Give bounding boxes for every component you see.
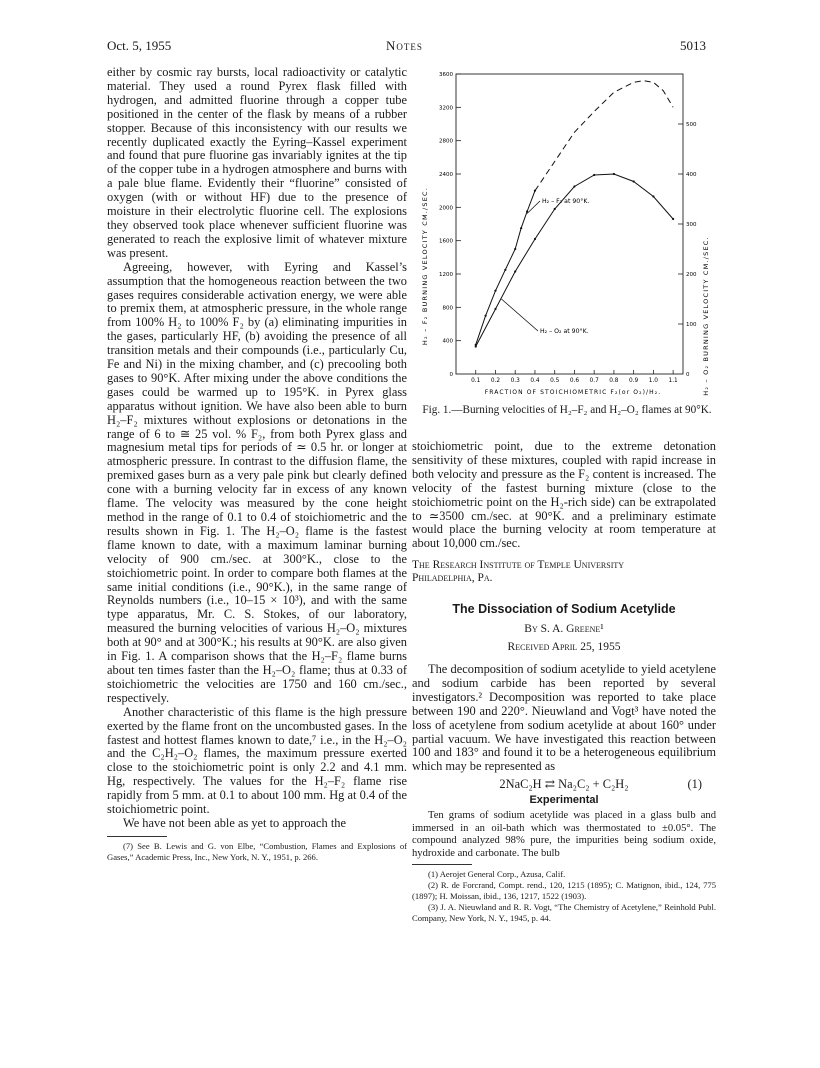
x-tick-label: 0.8	[609, 378, 619, 384]
paragraph: either by cosmic ray bursts, local radioactivity or catalytic material. They used a round Pyrex flask filled with hydrogen, and admitted fluorine through a copper tube positioned in the center of the flask by means of a rubber stopper. Because of this inconsistency with our results we recently duplicated exactly the Eyring–Kassel experiment and found that pure fluorine gas invariably ignites at the tip of the copper tube in a hydrogen atmosphere and burns with a pale blue flame. Evidently their “fluorine” consisted of oxygen (with or without HF) due to the presence of moisture in their electrolytic fluorine cell. The explosions they observed took place whenever sufficient fluorine was generated to reach the explosive limit of whatever mixture was present.	[107, 65, 407, 260]
x-tick-label: 0.9	[629, 378, 639, 384]
paragraph: We have not been able as yet to approach the	[123, 815, 346, 830]
figure-caption: Fig. 1.—Burning velocities of H₂–F₂ and H₂–O₂ flames at 90°K.	[422, 404, 712, 416]
y-tick-label: 2400	[439, 172, 453, 178]
series-line-0	[476, 191, 535, 345]
y2-tick-label: 100	[686, 322, 697, 328]
y-tick-label: 1200	[439, 272, 453, 278]
y2-tick-label: 0	[686, 372, 690, 378]
paragraph: Another characteristic of this flame is the high pressure exerted by the flame front on the uncombusted gases. In the fastest and hottest flames known to date,⁷ i.e., in the H₂–O₂ and the C₂H₂–O₂ flames, the maximum pressure exerted close to the stoichiometric point is only 2.2 and 4.1 mm. Hg, respectively. The values for the H₂–F₂ flame rise rapidly from 5 mm. at 0.1 to about 100 mm. Hg at 0.4 of the stoichiometric point.	[107, 704, 407, 817]
data-point	[554, 208, 556, 210]
data-point	[475, 345, 477, 347]
footnote-3: (3) J. A. Nieuwland and R. R. Vogt, “The Chemistry of Acetylene,” Reinhold Publ. Company, New York, N. Y., 1945, p. 44.	[412, 902, 716, 924]
x-tick-label: 0.2	[490, 378, 501, 384]
x-tick-label: 0.1	[471, 378, 481, 384]
data-point	[613, 173, 615, 175]
footnote: (7) See B. Lewis and G. von Elbe, “Combustion, Flames and Explosions of Gases,” Academic Press, Inc., New York, N. Y., 1951, p. 266.	[107, 840, 407, 862]
data-point	[633, 180, 635, 182]
annotation-h2-f2: H₂ – F₂ at 90°K.	[542, 198, 590, 205]
y-tick-label: 800	[442, 305, 453, 312]
footnote-rule	[412, 864, 472, 865]
y2-tick-label: 400	[686, 172, 697, 178]
annotation-arrow-o2	[501, 299, 538, 331]
received-date: Received April 25, 1955	[507, 641, 621, 654]
y-tick-label: 400	[442, 338, 453, 345]
article-title: The Dissociation of Sodium Acetylide	[452, 602, 676, 617]
data-point	[534, 238, 536, 240]
y2-tick-label: 300	[686, 222, 697, 228]
data-point	[573, 185, 575, 187]
data-point	[593, 174, 595, 176]
y-tick-label: 0	[449, 372, 453, 378]
left-axis-label: H₂ – F₂ BURNING VELOCITY CM./SEC.	[421, 186, 429, 346]
data-point	[504, 269, 506, 271]
footnote-rule	[107, 836, 167, 837]
paragraph: The decomposition of sodium acetylide to yield acetylene and sodium carbide has been reported by several investigators.² Decomposition was reported to take place between 190 and 220°. Nieuwland and Vogt³ have noted the loss of acetylene from sodium acetylide at about 160° under partial vacuum. We have investigated this reaction between 100 and 183° and found it to be a heterogeneous equilibrium which may be represented as	[412, 661, 716, 774]
x-tick-label: 0.3	[510, 378, 520, 384]
right-column	[412, 440, 716, 924]
footnote-2: (2) R. de Forcrand, Compt. rend., 120, 1215 (1895); C. Matignon, ibid., 124, 775 (1897); H. Moissan, ibid., 136, 1217, 1522 (1903).	[412, 880, 716, 902]
page-number: 5013	[680, 38, 706, 53]
y-tick-label: 2800	[439, 138, 453, 145]
byline: By S. A. Greene¹	[524, 623, 604, 636]
data-point	[494, 308, 496, 310]
section-heading-experimental: Experimental	[529, 794, 599, 807]
affiliation: The Research Institute of Temple University Philadelphia, Pa.	[412, 559, 625, 585]
footnote-1: (1) Aerojet General Corp., Azusa, Calif.	[428, 869, 566, 880]
x-tick-label: 1.1	[668, 378, 678, 384]
data-point	[520, 227, 522, 229]
x-tick-label: 0.7	[589, 378, 599, 384]
data-point	[672, 218, 674, 220]
equation-number: (1)	[687, 777, 702, 792]
y-tick-label: 3200	[439, 105, 453, 112]
data-point	[514, 270, 516, 272]
x-axis-label: FRACTION OF STOICHIOMETRIC F₂(or O₂)/H₂.	[484, 389, 662, 396]
x-tick-label: 0.4	[530, 378, 540, 384]
x-tick-label: 1.0	[648, 378, 659, 384]
figure-1	[418, 66, 714, 416]
data-point	[494, 290, 496, 292]
equation-text: 2NaC₂H ⇄ Na₂C₂ + C₂H₂	[499, 777, 629, 792]
x-tick-label: 0.5	[550, 378, 560, 384]
burning-velocity-chart	[418, 66, 714, 396]
y2-tick-label: 500	[686, 122, 697, 128]
running-date: Oct. 5, 1955	[107, 38, 172, 53]
y-tick-label: 3600	[439, 72, 453, 78]
annotation-h2-o2: H₂ – O₂ at 90°K.	[540, 328, 589, 335]
y2-tick-label: 200	[686, 272, 697, 278]
data-point	[514, 248, 516, 250]
y-tick-label: 1600	[439, 238, 453, 245]
running-section: Notes	[386, 38, 423, 53]
paragraph-experimental: Ten grams of sodium acetylide was placed in a glass bulb and immersed in an oil-bath which was thermostated to ±0.05°. The compound analyzed 98% pure, the impurities being sodium oxide, hydroxide and carbonate. The bulb	[412, 810, 716, 859]
equation	[412, 778, 716, 792]
left-column	[107, 66, 407, 863]
right-axis-label: H₂ – O₂ BURNING VELOCITY CM./SEC.	[702, 236, 710, 396]
data-point	[485, 315, 487, 317]
paragraph: Agreeing, however, with Eyring and Kassel’s assumption that the homogeneous reaction between the two gases requires considerable activation energy, we were able to premix them, at atmospheric pressure, in the whole range from 100% H₂ to 100% F₂ by (a) eliminating impurities in the gases, particularly HF, (b) avoiding the presence of all transition metals and their compounds (i.e., particularly Cu, Fe and Ni) in the mixing chamber, and (c) precooling both gases to 90°K. After mixing under the above conditions the gases could be warmed up to 195°K. in Pyrex glass apparatus without ignition. We have also been able to burn H₂–F₂ mixtures without explosions or detonations in the range of 6 to ≅ 25 vol. % F₂, from both Pyrex glass and magnesium metal tips for periods of ≃ 0.5 hr. or longer at atmospheric pressure. In contrast to the diffusion flame, the premixed gases burn as a very pale pink but clearly defined cone with a burning velocity far in excess of any known flame. The velocity was measured by the cone height method in the range of 0.1 to 0.4 of stoichiometric and the results shown in Fig. 1. The H₂–O₂ flame is the fastest flame known to date, with a maximum laminar burning velocity of 900 cm./sec. at 300°K., close to the stoichiometric point. In order to compare both flames at the same initial conditions (i.e., 90°K.), in the same range of Reynolds numbers (i.e., 10–15 × 10³), and with the same type apparatus, Mr. C. S. Stokes, of our laboratory, measured the burning velocities of various H₂–O₂ mixtures both at 90° and at 300°K.; his results at 90°K. are also given in Fig. 1. A comparison shows that the H₂–F₂ flame burns about ten times faster than the H₂–O₂ flame; thus at 0.33 of stoichiometric the velocities are 1750 and 160 cm./sec., respectively.	[107, 259, 407, 705]
x-tick-label: 0.6	[569, 378, 580, 384]
data-point	[652, 195, 654, 197]
y-tick-label: 2000	[439, 205, 453, 212]
paragraph: stoichiometric point, due to the extreme detonation sensitivity of these mixtures, coupled with rapid increase in both velocity and pressure as the F₂ content is increased. The velocity of the fastest burning mixture (close to the stoichiometric point on the H₂-rich side) can be extrapolated to ≃3500 cm./sec. at 90°K. and a preliminary estimate would place the burning velocity at room temperature at about 10,000 cm./sec.	[412, 439, 716, 551]
